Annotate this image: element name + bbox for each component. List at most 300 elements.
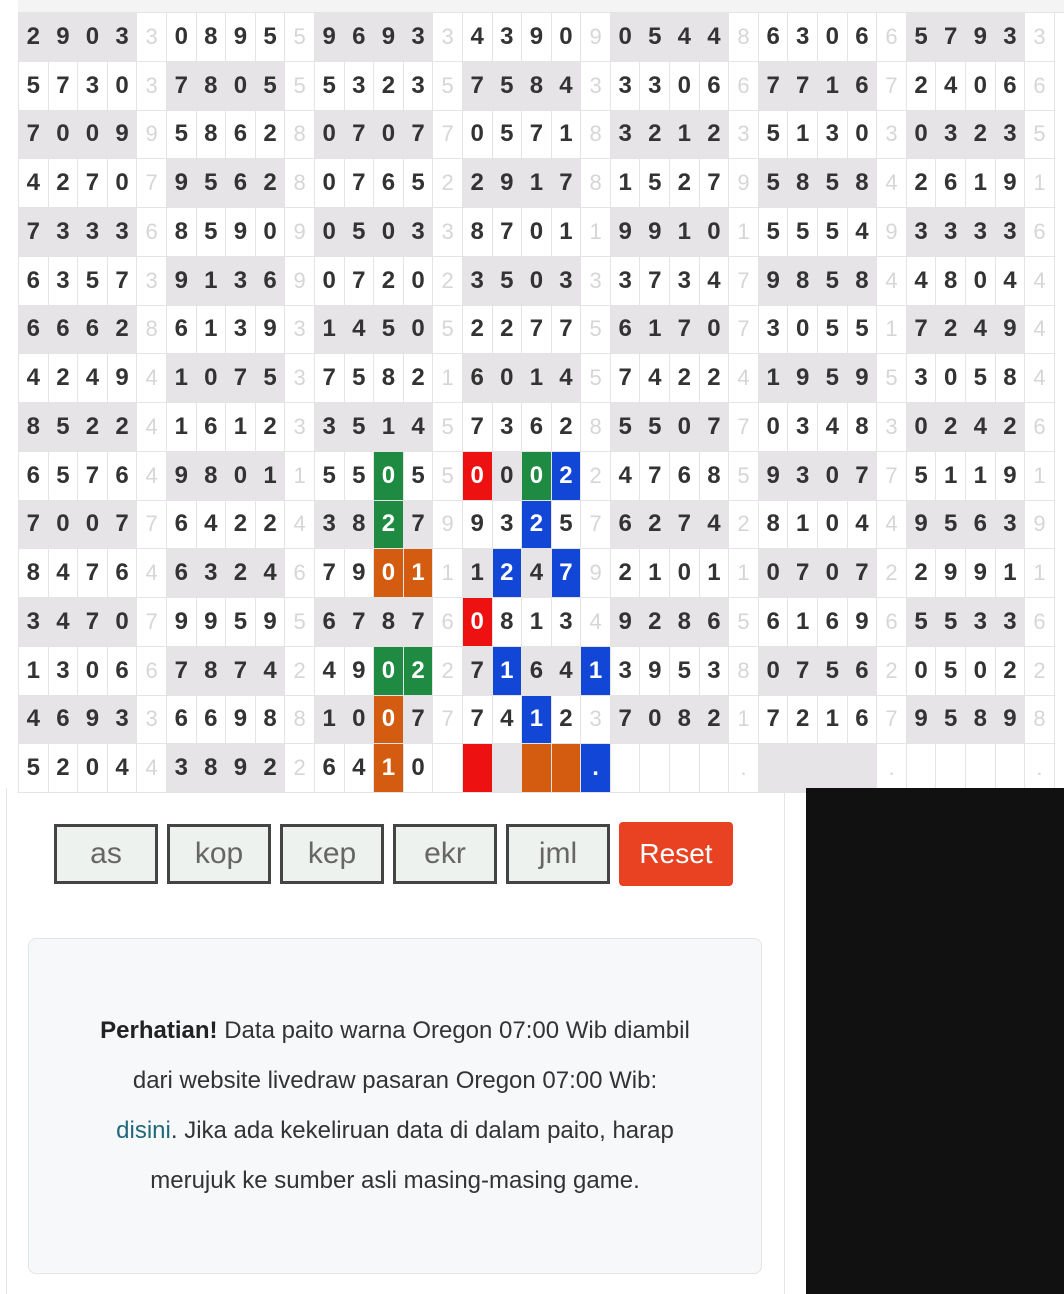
digit-cell: 5 [818, 647, 848, 696]
separator-digit: 9 [433, 501, 463, 550]
separator-digit: 7 [137, 598, 167, 647]
digit-cell: 4 [611, 452, 641, 501]
digit-cell: 5 [345, 403, 375, 452]
digit-cell: 4 [700, 257, 730, 306]
separator-digit: 7 [433, 696, 463, 745]
digit-cell: 7 [167, 647, 197, 696]
digit-cell: 9 [907, 501, 937, 550]
digit-cell: 5 [907, 452, 937, 501]
digit-cell: 7 [552, 306, 582, 355]
separator-digit: 8 [729, 13, 759, 62]
digit-cell: 0 [907, 647, 937, 696]
empty-cell [433, 744, 463, 793]
digit-cell: 2 [19, 13, 49, 62]
digit-cell: 8 [788, 257, 818, 306]
digit-cell: 9 [848, 598, 878, 647]
digit-cell: 1 [640, 306, 670, 355]
digit-cell: 5 [345, 208, 375, 257]
digit-cell: 0 [404, 744, 434, 793]
digit-cell: 8 [493, 598, 523, 647]
separator-digit: 5 [1025, 111, 1055, 160]
separator-digit: 7 [877, 452, 907, 501]
digit-cell: 0 [966, 647, 996, 696]
separator-digit: 5 [433, 306, 463, 355]
digit-cell: 6 [670, 452, 700, 501]
digit-cell: 9 [996, 452, 1026, 501]
digit-cell: 6 [848, 13, 878, 62]
digit-cell: 5 [936, 501, 966, 550]
digit-cell: 9 [49, 13, 79, 62]
digit-cell: 2 [700, 696, 730, 745]
empty-cell [493, 744, 523, 793]
digit-cell: 0 [907, 403, 937, 452]
separator-digit: 4 [1025, 354, 1055, 403]
digit-cell: 7 [788, 647, 818, 696]
digit-cell: 9 [345, 549, 375, 598]
digit-cell: 5 [818, 208, 848, 257]
empty-cell [700, 744, 730, 793]
digit-cell: 5 [848, 306, 878, 355]
digit-cell: 7 [670, 306, 700, 355]
digit-cell: 3 [493, 403, 523, 452]
digit-cell: 3 [552, 257, 582, 306]
digit-cell: 1 [226, 403, 256, 452]
digit-cell: 6 [966, 501, 996, 550]
digit-cell: 8 [374, 354, 404, 403]
digit-cell: 4 [552, 354, 582, 403]
separator-digit: 4 [137, 354, 167, 403]
digit-cell: 0 [552, 13, 582, 62]
digit-cell: 0 [818, 13, 848, 62]
filter-jml-button[interactable]: jml [506, 824, 610, 884]
digit-cell: 3 [996, 111, 1026, 160]
separator-digit: 7 [729, 306, 759, 355]
separator-digit: 2 [433, 159, 463, 208]
digit-cell: 1 [167, 354, 197, 403]
digit-cell: 3 [226, 257, 256, 306]
digit-cell: 3 [345, 62, 375, 111]
digit-cell: 6 [167, 501, 197, 550]
digit-cell: 0 [108, 62, 138, 111]
digit-cell: 3 [996, 501, 1026, 550]
digit-cell: 0 [226, 62, 256, 111]
digit-cell: 3 [996, 208, 1026, 257]
highlighted-cell: 0 [522, 452, 552, 501]
notice-text [99, 1006, 691, 1206]
digit-cell: 4 [463, 13, 493, 62]
digit-cell: 2 [404, 354, 434, 403]
digit-cell: 9 [226, 13, 256, 62]
digit-cell: 6 [197, 403, 227, 452]
digit-cell: 0 [848, 111, 878, 160]
digit-cell: 1 [936, 452, 966, 501]
separator-digit: 4 [581, 598, 611, 647]
digit-cell: 7 [19, 111, 49, 160]
digit-cell: 6 [167, 306, 197, 355]
digit-cell: 6 [226, 111, 256, 160]
separator-digit: 1 [1025, 452, 1055, 501]
digit-cell: 6 [315, 744, 345, 793]
digit-cell: 8 [848, 403, 878, 452]
separator-digit: 5 [285, 13, 315, 62]
digit-cell: 3 [49, 257, 79, 306]
digit-cell: 6 [700, 598, 730, 647]
digit-cell: 8 [966, 696, 996, 745]
digit-cell: 4 [345, 744, 375, 793]
digit-cell: 7 [404, 696, 434, 745]
digit-cell: 5 [493, 111, 523, 160]
filter-as-button[interactable]: as [54, 824, 158, 884]
digit-cell: 1 [315, 696, 345, 745]
digit-cell: 2 [966, 111, 996, 160]
digit-cell: 3 [966, 598, 996, 647]
highlighted-cell: 2 [522, 501, 552, 550]
digit-cell: 3 [315, 501, 345, 550]
digit-cell: 5 [167, 111, 197, 160]
empty-cell: . [877, 744, 907, 793]
separator-digit: 3 [137, 13, 167, 62]
digit-cell: 6 [522, 647, 552, 696]
separator-digit: 6 [729, 62, 759, 111]
highlighted-cell: . [581, 744, 611, 793]
digit-cell: 3 [108, 696, 138, 745]
digit-cell: 5 [404, 159, 434, 208]
digit-cell: 4 [19, 354, 49, 403]
digit-cell: 7 [907, 306, 937, 355]
filter-ekr-button[interactable]: ekr [393, 824, 497, 884]
highlighted-cell: 1 [493, 647, 523, 696]
digit-cell: 4 [315, 647, 345, 696]
digit-cell: 7 [700, 403, 730, 452]
separator-digit: 9 [581, 13, 611, 62]
digit-cell: 3 [759, 306, 789, 355]
digit-cell: 2 [936, 403, 966, 452]
digit-cell: 7 [167, 62, 197, 111]
digit-cell: 2 [670, 354, 700, 403]
digit-cell: 9 [226, 696, 256, 745]
digit-cell: 1 [522, 159, 552, 208]
digit-cell: 0 [907, 111, 937, 160]
digit-cell: 0 [818, 501, 848, 550]
digit-cell: 2 [611, 549, 641, 598]
digit-cell: 1 [315, 306, 345, 355]
digit-cell: 6 [848, 62, 878, 111]
digit-cell: 3 [404, 13, 434, 62]
digit-cell: 5 [19, 62, 49, 111]
digit-cell: 8 [345, 501, 375, 550]
digit-cell: 2 [493, 306, 523, 355]
separator-digit: 1 [877, 306, 907, 355]
filter-kep-button[interactable]: kep [280, 824, 384, 884]
digit-cell: 5 [49, 403, 79, 452]
digit-cell: 8 [197, 744, 227, 793]
empty-cell [907, 744, 937, 793]
digit-cell: 1 [670, 208, 700, 257]
digit-cell: 6 [996, 62, 1026, 111]
separator-digit: 8 [581, 403, 611, 452]
digit-cell: 6 [19, 306, 49, 355]
digit-cell: 7 [640, 452, 670, 501]
separator-digit: 2 [285, 647, 315, 696]
digit-cell: 1 [788, 598, 818, 647]
digit-cell: 3 [640, 62, 670, 111]
digit-cell: 2 [552, 696, 582, 745]
separator-digit: 7 [137, 501, 167, 550]
separator-digit: 3 [433, 13, 463, 62]
digit-cell: 7 [936, 13, 966, 62]
digit-cell: 2 [226, 501, 256, 550]
empty-cell [640, 744, 670, 793]
digit-cell: 4 [404, 403, 434, 452]
digit-cell: 5 [818, 354, 848, 403]
digit-cell: 7 [78, 549, 108, 598]
digit-cell: 4 [700, 501, 730, 550]
digit-cell: 7 [463, 696, 493, 745]
digit-cell: 6 [522, 403, 552, 452]
empty-cell [670, 744, 700, 793]
digit-cell: 6 [49, 306, 79, 355]
digit-cell: 7 [226, 647, 256, 696]
digit-cell: 6 [374, 159, 404, 208]
digit-cell: 9 [256, 598, 286, 647]
digit-cell: 3 [788, 403, 818, 452]
digit-cell: 4 [19, 696, 49, 745]
highlighted-cell: 0 [463, 598, 493, 647]
digit-cell: 7 [848, 549, 878, 598]
digit-cell: 6 [226, 159, 256, 208]
digit-cell: 6 [19, 257, 49, 306]
side-panel [806, 788, 1064, 1294]
digit-cell: 9 [759, 257, 789, 306]
separator-digit: 2 [433, 257, 463, 306]
digit-cell: 7 [611, 354, 641, 403]
separator-digit: 7 [729, 403, 759, 452]
digit-cell: 9 [611, 598, 641, 647]
separator-digit: 4 [137, 403, 167, 452]
digit-cell: 4 [256, 549, 286, 598]
digit-cell: 2 [907, 62, 937, 111]
digit-cell: 3 [996, 13, 1026, 62]
separator-digit: 3 [433, 208, 463, 257]
separator-digit: 6 [1025, 598, 1055, 647]
digit-cell: 9 [966, 13, 996, 62]
digit-cell: 9 [108, 111, 138, 160]
digit-cell: 2 [996, 403, 1026, 452]
digit-cell: 0 [49, 111, 79, 160]
digit-cell: 1 [700, 549, 730, 598]
separator-digit: 1 [581, 208, 611, 257]
separator-digit: 8 [581, 159, 611, 208]
digit-cell: 9 [256, 306, 286, 355]
digit-cell: 7 [670, 501, 700, 550]
digit-cell: 3 [167, 744, 197, 793]
digit-cell: 1 [552, 111, 582, 160]
digit-cell: 9 [996, 696, 1026, 745]
digit-cell: 0 [49, 501, 79, 550]
separator-digit: 5 [729, 598, 759, 647]
content-border-left [6, 788, 7, 1294]
notice-box [28, 938, 762, 1274]
digit-cell: 5 [818, 159, 848, 208]
separator-digit: 9 [285, 208, 315, 257]
digit-cell: 8 [374, 598, 404, 647]
digit-cell: 7 [78, 452, 108, 501]
digit-cell: 7 [788, 62, 818, 111]
digit-cell: 2 [256, 403, 286, 452]
digit-cell: 4 [552, 647, 582, 696]
digit-cell: 4 [966, 403, 996, 452]
digit-cell: 2 [907, 159, 937, 208]
digit-cell: 0 [818, 549, 848, 598]
digit-cell: 2 [640, 111, 670, 160]
digit-cell: 8 [996, 354, 1026, 403]
digit-cell: 0 [611, 13, 641, 62]
digit-cell: 2 [256, 501, 286, 550]
digit-cell: 6 [818, 598, 848, 647]
digit-cell: 2 [49, 159, 79, 208]
digit-cell: 1 [19, 647, 49, 696]
digit-cell: 6 [78, 306, 108, 355]
digit-cell: 1 [966, 159, 996, 208]
digit-cell: 0 [700, 306, 730, 355]
empty-cell [966, 744, 996, 793]
separator-digit: 2 [877, 647, 907, 696]
digit-cell: 0 [78, 744, 108, 793]
separator-digit: 1 [729, 696, 759, 745]
reset-button[interactable]: Reset [619, 822, 733, 886]
digit-cell: 5 [670, 647, 700, 696]
digit-cell: 5 [907, 598, 937, 647]
digit-cell: 7 [108, 501, 138, 550]
separator-digit: 3 [137, 257, 167, 306]
paito-grid [18, 12, 1055, 793]
highlighted-cell: 0 [374, 696, 404, 745]
digit-cell: 8 [256, 696, 286, 745]
separator-digit: 5 [877, 354, 907, 403]
digit-cell: 7 [226, 354, 256, 403]
filter-kop-button[interactable]: kop [167, 824, 271, 884]
digit-cell: 4 [256, 647, 286, 696]
highlighted-cell [463, 744, 493, 793]
empty-cell: . [729, 744, 759, 793]
separator-digit: 3 [137, 696, 167, 745]
digit-cell: 1 [256, 452, 286, 501]
digit-cell: 6 [315, 598, 345, 647]
digit-cell: 5 [49, 452, 79, 501]
digit-cell: 3 [907, 208, 937, 257]
separator-digit: 3 [877, 403, 907, 452]
digit-cell: 4 [552, 62, 582, 111]
separator-digit: 5 [581, 354, 611, 403]
separator-digit: 1 [729, 549, 759, 598]
digit-cell: 5 [759, 111, 789, 160]
digit-cell: 3 [78, 62, 108, 111]
separator-digit: 3 [285, 403, 315, 452]
digit-cell: 2 [49, 744, 79, 793]
digit-cell: 5 [611, 403, 641, 452]
digit-cell: 5 [966, 354, 996, 403]
digit-cell: 7 [788, 549, 818, 598]
digit-cell: 4 [848, 501, 878, 550]
separator-digit: 7 [877, 696, 907, 745]
digit-cell: 1 [552, 208, 582, 257]
empty-cell [759, 744, 789, 793]
separator-digit: 5 [729, 452, 759, 501]
digit-cell: 5 [818, 306, 848, 355]
digit-cell: 1 [788, 111, 818, 160]
digit-cell: 0 [315, 159, 345, 208]
separator-digit: 2 [433, 647, 463, 696]
digit-cell: 0 [78, 111, 108, 160]
digit-cell: 3 [49, 647, 79, 696]
digit-cell: 7 [49, 62, 79, 111]
digit-cell: 9 [167, 257, 197, 306]
source-link[interactable]: disini [116, 1117, 171, 1144]
digit-cell: 5 [640, 13, 670, 62]
digit-cell: 5 [256, 354, 286, 403]
digit-cell: 5 [256, 13, 286, 62]
digit-cell: 1 [996, 549, 1026, 598]
digit-cell: 4 [936, 62, 966, 111]
digit-cell: 1 [463, 549, 493, 598]
digit-cell: 9 [640, 208, 670, 257]
digit-cell: 9 [167, 159, 197, 208]
digit-cell: 6 [197, 696, 227, 745]
highlighted-cell: 1 [404, 549, 434, 598]
digit-cell: 5 [493, 257, 523, 306]
digit-cell: 7 [404, 598, 434, 647]
digit-cell: 7 [759, 62, 789, 111]
digit-cell: 6 [19, 452, 49, 501]
digit-cell: 2 [108, 306, 138, 355]
separator-digit: 6 [877, 598, 907, 647]
digit-cell: 4 [78, 354, 108, 403]
digit-cell: 5 [345, 452, 375, 501]
digit-cell: 1 [759, 354, 789, 403]
digit-cell: 8 [670, 598, 700, 647]
highlighted-cell: 2 [552, 452, 582, 501]
digit-cell: 7 [848, 452, 878, 501]
digit-cell: 7 [345, 598, 375, 647]
digit-cell: 0 [404, 257, 434, 306]
digit-cell: 8 [197, 452, 227, 501]
empty-cell [788, 744, 818, 793]
digit-cell: 5 [197, 208, 227, 257]
separator-digit: 5 [285, 598, 315, 647]
digit-cell: 7 [78, 598, 108, 647]
separator-digit: 9 [285, 257, 315, 306]
digit-cell: 2 [256, 744, 286, 793]
separator-digit: 9 [581, 549, 611, 598]
digit-cell: 0 [966, 257, 996, 306]
separator-digit: 8 [285, 696, 315, 745]
digit-cell: 9 [78, 696, 108, 745]
digit-cell: 4 [19, 159, 49, 208]
digit-cell: 6 [256, 257, 286, 306]
separator-digit: 5 [433, 403, 463, 452]
digit-cell: 8 [700, 452, 730, 501]
separator-digit: 3 [581, 62, 611, 111]
digit-cell: 0 [315, 111, 345, 160]
digit-cell: 0 [404, 306, 434, 355]
separator-digit: 1 [433, 549, 463, 598]
separator-digit: 7 [729, 257, 759, 306]
digit-cell: 3 [818, 111, 848, 160]
separator-digit: 1 [433, 354, 463, 403]
separator-digit: 4 [877, 159, 907, 208]
digit-cell: 9 [108, 354, 138, 403]
highlighted-cell: 1 [374, 744, 404, 793]
